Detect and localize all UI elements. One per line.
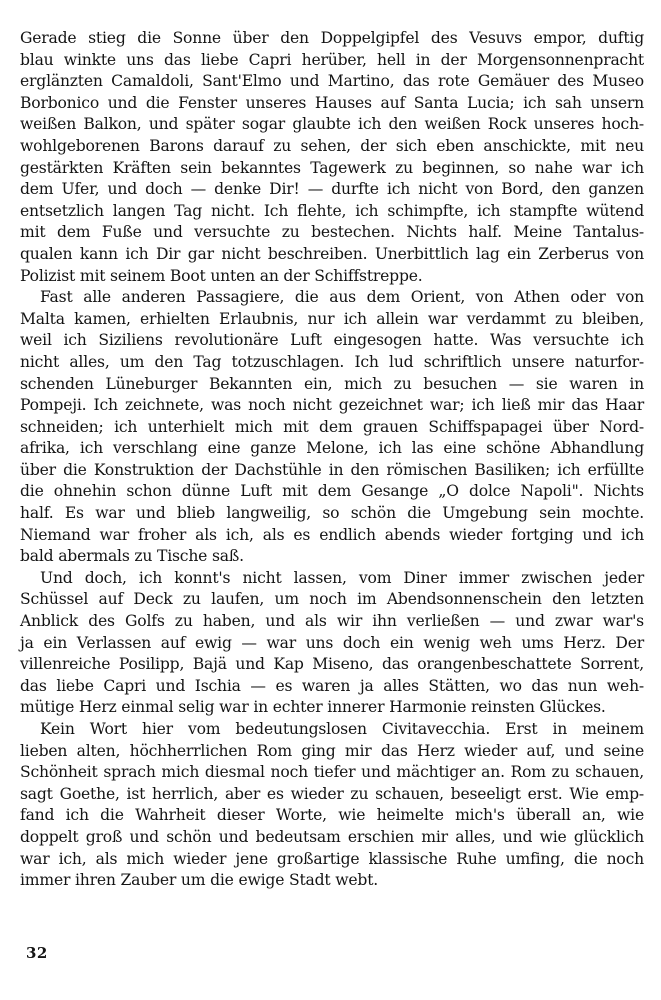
paragraph	[20, 568, 644, 719]
text-line: Anblick des Golfs zu haben, und als wir ihn verließen — und zwar war's	[20, 612, 644, 631]
text-line: bald abermals zu Tische saß.	[20, 547, 244, 566]
text-line: Und doch, ich konnt's nicht lassen, vom Diner immer zwischen jeder	[40, 568, 644, 587]
text-line: nicht alles, um den Tag totzuschlagen. Ich lud schriftlich unsere naturfor-	[20, 352, 644, 371]
paragraph	[20, 28, 644, 287]
text-line: über die Konstruktion der Dachstühle in den römischen Basiliken; ich erfüllte	[20, 460, 644, 479]
text-line: lieben alten, höchherrlichen Rom ging mir das Herz wieder auf, und seine	[20, 741, 644, 760]
text-line: Schönheit sprach mich diesmal noch tiefer und mächtiger an. Rom zu schauen,	[20, 763, 644, 782]
text-line: die ohnehin schon dünne Luft mit dem Gesange „O dolce Napoli". Nichts	[20, 482, 644, 501]
text-line: dem Ufer, und doch — denke Dir! — durfte ich nicht von Bord, den ganzen	[20, 180, 644, 199]
text-line: sagt Goethe, ist herrlich, aber es wieder zu schauen, beseeligt erst. Wie emp-	[20, 784, 644, 803]
text-line: Pompeji. Ich zeichnete, was noch nicht gezeichnet war; ich ließ mir das Haar	[20, 396, 644, 415]
text-line: doppelt groß und schön und bedeutsam erschien mir alles, und wie glücklich	[20, 827, 644, 846]
paragraph	[20, 287, 644, 568]
text-line: schneiden; ich unterhielt mich mit dem grauen Schiffspapagei über Nord-	[20, 417, 644, 436]
text-line: erglänzten Camaldoli, Sant'Elmo und Martino, das rote Gemäuer des Museo	[20, 72, 644, 91]
text-line: afrika, ich verschlang eine ganze Melone, ich las eine schöne Abhandlung	[20, 439, 644, 458]
text-line: ja ein Verlassen auf ewig — war uns doch ein wenig weh ums Herz. Der	[20, 633, 644, 652]
text-line: weil ich Siziliens revolutionäre Luft eingesogen hatte. Was versuchte ich	[20, 331, 644, 350]
text-line: Schüssel auf Deck zu laufen, um noch im Abendsonnenschein den letzten	[20, 590, 644, 609]
text-line: mit dem Fuße und versuchte zu bestechen. Nichts half. Meine Tantalus-	[20, 223, 644, 242]
text-line: fand ich die Wahrheit dieser Worte, wie heimelte mich's überall an, wie	[20, 806, 644, 825]
text-line: mütige Herz einmal selig war in echter innerer Harmonie reinsten Glückes.	[20, 698, 606, 717]
text-line: Polizist mit seinem Boot unten an der Schiffstreppe.	[20, 266, 423, 285]
paragraph	[20, 719, 644, 892]
body-text	[20, 28, 644, 892]
text-line: villenreiche Posilipp, Bajä und Kap Miseno, das orangenbeschattete Sorrent,	[20, 655, 644, 674]
page-number: 32	[26, 944, 48, 962]
text-line: war ich, als mich wieder jene großartige klassische Ruhe umfing, die noch	[20, 849, 644, 868]
text-line: Niemand war froher als ich, als es endlich abends wieder fortging und ich	[20, 525, 644, 544]
text-line: blau winkte uns das liebe Capri herüber, hell in der Morgensonnenpracht	[20, 50, 644, 69]
text-line: qualen kann ich Dir gar nicht beschreiben. Unerbittlich lag ein Zerberus von	[20, 244, 644, 263]
text-line: Malta kamen, erhielten Erlaubnis, nur ich allein war verdammt zu bleiben,	[20, 309, 644, 328]
text-line: weißen Balkon, und später sogar glaubte ich den weißen Rock unseres hoch-	[20, 115, 644, 134]
text-line: Borbonico und die Fenster unseres Hauses auf Santa Lucia; ich sah unsern	[20, 93, 644, 112]
text-line: schenden Lüneburger Bekannten ein, mich zu besuchen — sie waren in	[20, 374, 644, 393]
text-line: Fast alle anderen Passagiere, die aus dem Orient, von Athen oder von	[40, 288, 644, 307]
text-line: entsetzlich langen Tag nicht. Ich flehte, ich schimpfte, ich stampfte wütend	[20, 201, 644, 220]
text-line: half. Es war und blieb langweilig, so schön die Umgebung sein mochte.	[20, 504, 644, 523]
text-line: das liebe Capri und Ischia — es waren ja alles Stätten, wo das nun weh-	[20, 676, 644, 695]
text-line: wohlgeborenen Barons darauf zu sehen, der sich eben anschickte, mit neu	[20, 136, 644, 155]
text-line: Gerade stieg die Sonne über den Doppelgipfel des Vesuvs empor, duftig	[20, 29, 644, 47]
text-line: Kein Wort hier vom bedeutungslosen Civitavecchia. Erst in meinem	[40, 720, 644, 738]
text-line: immer ihren Zauber um die ewige Stadt webt.	[20, 871, 379, 890]
text-line: gestärkten Kräften sein bekanntes Tagewerk zu beginnen, so nahe war ich	[20, 158, 644, 177]
